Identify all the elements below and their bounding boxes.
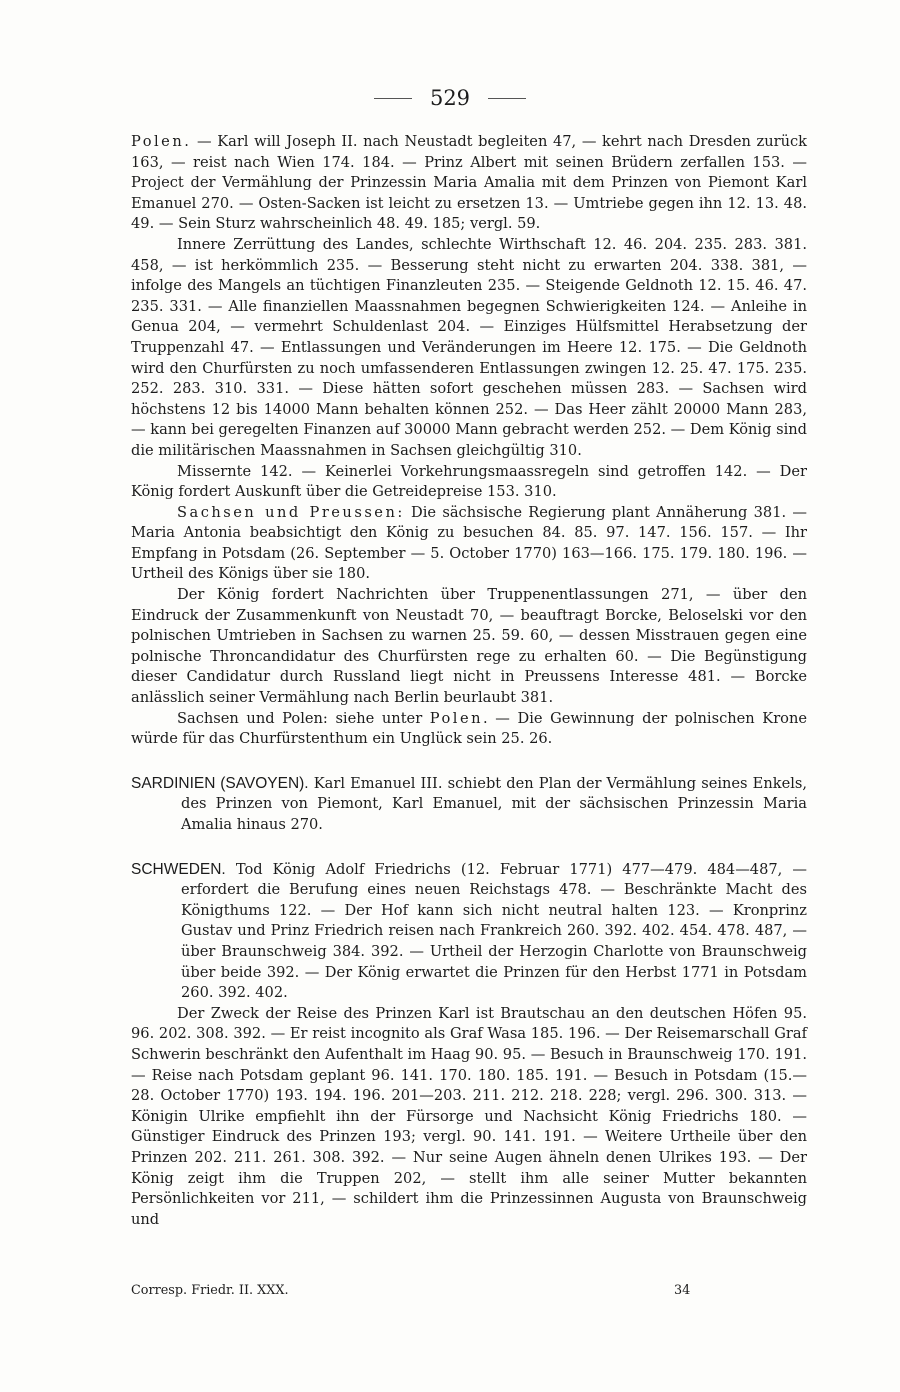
polen-text-6b: . — Die Gewinnung der polnischen Krone würde für das Churfürstenthum ein Unglück sein 25. 26. [131,709,807,748]
index-body [131,132,807,1230]
polen-paragraph-5: Der König fordert Nachrichten über Truppenentlassungen 271, — über den Eindruck der Zusammenkunft von Neustadt 70, — beauftragt Borcke, Beloselski vor den polnischen Umtrieben in Sachsen zu warnen 25. 59. 60, — dessen Misstrauen gegen eine polnische Thronсandidatur des Churfürsten rege zu erhalten 60. — Die Begünstigung dieser Candidatur durch Russland liegt nicht in Preussens Interesse 481. — Borcke anlässlich seiner Vermählung nach Berlin beurlaubt 381. [131,586,807,707]
polen-paragraph-2: Innere Zerrüttung des Landes, schlechte Wirthschaft 12. 46. 204. 235. 283. 381. 458, — ist herkömmlich 235. — Besserung steht nicht zu erwarten 204. 338. 381, — infolge des Mangels an tüchtigen Finanzleuten 235. — Steigende Geldnoth 12. 15. 46. 47. 235. 331. — Alle finanziellen Maassnahmen begegnen Schwierigkeiten 124. — Anleihe in Genua 204, — vermehrt Schuldenlast 204. — Einziges Hülfsmittel Herabsetzung der Truppenzahl 47. — Entlassungen und Veränderungen im Heere 12. 175. — Die Geldnoth wird den Churfürsten zu noch umfassenderen Entlassungen zwingen 12. 25. 47. 175. 235. 252. 283. 310. 331. — Diese hätten sofort geschehen müssen 283. — Sachsen wird höchstens 12 bis 14000 Mann behalten können 252. — Das Heer zählt 20000 Mann 283, — kann bei geregelten Finanzen auf 30000 Mann gebracht werden 252. — Dem König sind die militärischen Maassnahmen in Sachsen gleichgültig 310. [131,235,807,459]
sardinien-text: Karl Emanuel III. schiebt den Plan der Vermählung seines Enkels, des Prinzen von Piemont, Karl Emanuel, mit der sächsischen Prinzessin Maria Amalia hinaus 270. [181,774,807,833]
schweden-entry [131,860,807,1004]
header-rule-right [488,98,526,99]
polen-paragraph-1 [131,132,807,235]
schweden-text: Tod König Adolf Friedrichs (12. Februar 1771) 477—479. 484—487, — erfordert die Berufung eines neuen Reichstags 478. — Beschränkte Macht des Königthums 122. — Der Hof kann sich nicht neutral halten 123. — Kronprinz Gustav und Prinz Friedrich reisen nach Frankreich 260. 392. 402. 454. 478. 487, — über Braunschweig 384. 392. — Urtheil der Herzogin Charlotte von Braunschweig über beide 392. — Der König erwartet die Prinzen für den Herbst 1771 in Potsdam 260. 392. 402. [181,860,807,1002]
header-rule-left [374,98,412,99]
page-header [0,86,900,110]
sachsen-preussen-lead: Sachsen und Preussen: [177,503,405,521]
footer-signature: Corresp. Friedr. II. XXX. [131,1283,289,1298]
polen-paragraph-3: Missernte 142. — Keinerlei Vorkehrungsmaassregeln sind getroffen 142. — Der König fordert Auskunft über die Getreidepreise 153. 310. [131,462,807,501]
sardinien-heading: SARDINIEN (SAVOYEN). [131,774,309,792]
polen-text-6a: Sachsen und Polen: siehe unter [177,709,430,727]
schweden-paragraph-2: Der Zweck der Reise des Prinzen Karl ist Brautschau an den deutschen Höfen 95. 96. 202. 308. 392. — Er reist incognito als Graf Wasa 185. 196. — Der Reisemarschall Graf Schwerin beschränkt den Aufenthalt im Haag 90. 95. — Besuch in Braunschweig 170. 191. — Reise nach Potsdam geplant 96. 141. 170. 180. 185. 191. — Besuch in Potsdam (15.—28. October 1770) 193. 194. 196. 201—203. 211. 212. 218. 228; vergl. 296. 300. 313. — Königin Ulrike empfiehlt ihn der Fürsorge und Nachsicht König Friedrichs 180. — Günstiger Eindruck des Prinzen 193; vergl. 90. 141. 191. — Weitere Urtheile über den Prinzen 202. 211. 261. 308. 392. — Nur seine Augen ähneln denen Ulrikes 193. — Der König zeigt ihm die Truppen 202, — stellt ihm alle seiner Mutter bekannten Persönlichkeiten vor 211, — schildert ihm die Prinzessinnen Augusta von Braunschweig und [131,1004,807,1228]
polen-paragraph-4 [131,503,807,585]
sardinien-entry [131,774,807,836]
footer-sheet-number: 34 [674,1283,691,1298]
polen-text-1: — Karl will Joseph II. nach Neustadt begleiten 47, — kehrt nach Dresden zurück 163, — reist nach Wien 174. 184. — Prinz Albert mit seinen Brüdern zerfallen 153. — Project der Vermählung der Prinzessin Maria Amalia mit dem Prinzen von Piemont Karl Emanuel 270. — Osten-Sacken ist leicht zu ersetzen 13. — Umtriebe gegen ihn 12. 13. 48. 49. — Sein Sturz wahrscheinlich 48. 49. 185; vergl. 59. [131,133,807,233]
polen-paragraph-6 [131,709,807,750]
polen-cross-reference: Polen [429,709,484,727]
page-number: 529 [429,86,471,110]
page-footer [131,1283,807,1298]
schweden-heading: SCHWEDEN. [131,860,226,878]
polen-text-4: Die sächsische Regierung plant Annäherung 381. — Maria Antonia beabsichtigt den König zu besuchen 84. 85. 97. 147. 156. 157. — Ihr Empfang in Potsdam (26. September — 5. October 1770) 163—166. 175. 179. 180. 196. — Urtheil des Königs über sie 180. [131,503,807,583]
polen-lead: Polen. [131,133,192,150]
